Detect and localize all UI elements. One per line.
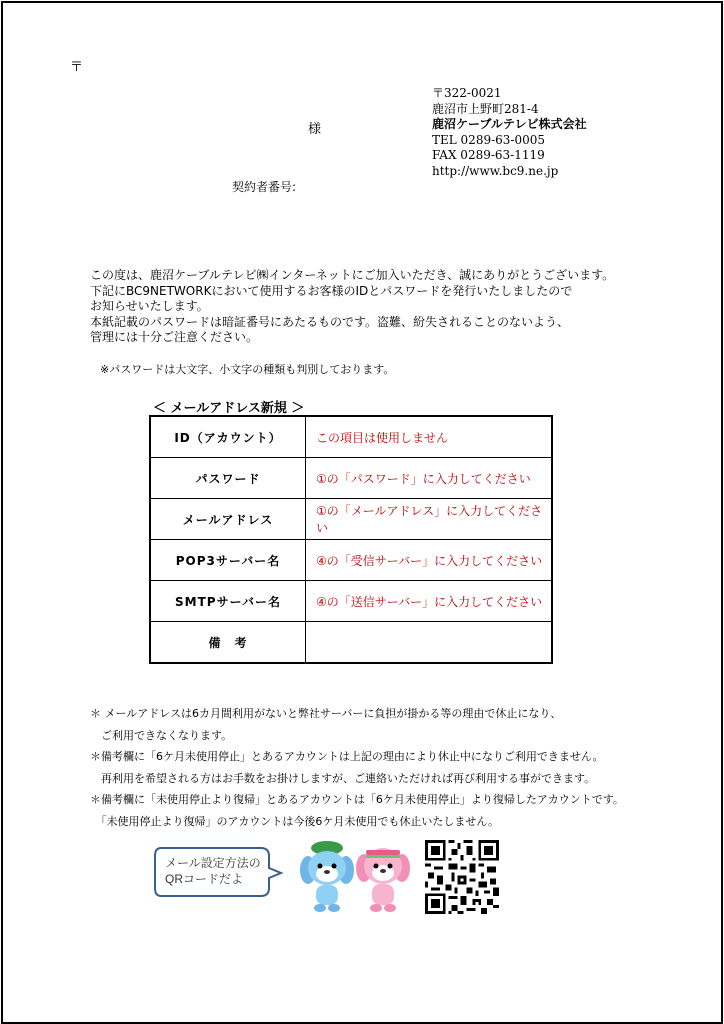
intro-line: 下記にBC9NETWORKにおいて使用するお客様のIDとパスワードを発行いたしましたので	[90, 283, 573, 298]
table-row	[150, 416, 552, 458]
sender-postal: 〒322-0021	[432, 86, 502, 100]
footnote-line: ＊ メールアドレスは6カ月間利用がないと弊社サーバーに負担が掛かる等の理由で休止になり、	[90, 707, 562, 720]
sender-company: 鹿沼ケーブルテレビ株式会社	[432, 117, 587, 131]
blue-dog-mascot-icon	[298, 840, 356, 914]
footnote-line: ＊備考欄に「未使用停止より復帰」とあるアカウントは「6ケ月未使用停止」より復帰したアカウントです。	[90, 793, 624, 806]
sender-block	[432, 86, 587, 179]
intro-line: この度は、鹿沼ケーブルテレビ㈱インターネットにご加入いただき、誠にありがとうございます。	[90, 268, 615, 282]
intro-line: 管理には十分ご注意ください。	[90, 330, 259, 344]
row-label: 備 考	[150, 622, 306, 664]
row-label: ID（アカウント）	[150, 416, 306, 458]
qr-code-icon	[425, 840, 499, 914]
footnotes	[90, 703, 624, 832]
footnote-line: 「未使用停止より復帰」のアカウントは今後6ケ月未使用でも休止いたしません。	[90, 814, 500, 828]
footnote-line: ご利用できなくなります。	[90, 728, 233, 742]
bubble-line-2: QRコードだよ	[165, 872, 244, 886]
sender-fax: FAX 0289-63-1119	[432, 148, 545, 162]
footnote-line: 再利用を希望される方はお手数をお掛けしますが、ご連絡いただければ再び利用する事ができます。	[90, 771, 596, 785]
table-row	[150, 458, 552, 499]
intro-paragraph	[90, 268, 614, 346]
row-value: ④の「送信サーバー」に入力してください	[306, 581, 553, 622]
row-value: ④の「受信サーバー」に入力してください	[306, 540, 553, 581]
footnote-line: ＊備考欄に「6ケ月未使用停止」とあるアカウントは上記の理由により休止中になりご利用できません。	[90, 750, 604, 763]
row-label: SMTPサーバー名	[150, 581, 306, 622]
row-label: パスワード	[150, 458, 306, 499]
sender-address: 鹿沼市上野町281-4	[432, 101, 539, 116]
row-label: メールアドレス	[150, 499, 306, 540]
table-row	[150, 540, 552, 581]
password-note: ※パスワードは大文字、小文字の種類も判別しております。	[100, 363, 395, 376]
row-value: この項目は使用しません	[306, 416, 553, 458]
section-title: ＜ メールアドレス新規 ＞	[153, 401, 305, 416]
row-label: POP3サーバー名	[150, 540, 306, 581]
postal-mark: 〒	[70, 60, 84, 75]
sender-url: http://www.bc9.ne.jp	[432, 163, 559, 178]
row-value: ①の「メールアドレス」に入力してください	[306, 499, 553, 540]
speech-bubble	[153, 846, 283, 898]
table-row	[150, 581, 552, 622]
row-value: ①の「パスワード」に入力してください	[306, 458, 553, 499]
table-row	[150, 499, 552, 540]
recipient-suffix: 様	[308, 122, 322, 137]
sender-tel: TEL 0289-63-0005	[432, 132, 546, 147]
intro-line: 本紙記載のパスワードは暗証番号にあたるものです。盗難、紛失されることのないよう、	[90, 314, 570, 329]
account-info-table	[149, 415, 553, 664]
row-value	[306, 622, 553, 664]
bubble-line-1: メール設定方法の	[165, 856, 261, 870]
contract-number-label: 契約者番号:	[232, 180, 297, 194]
intro-line: お知らせいたします。	[90, 299, 209, 313]
table-row	[150, 622, 552, 664]
pink-dog-mascot-icon	[354, 840, 412, 914]
